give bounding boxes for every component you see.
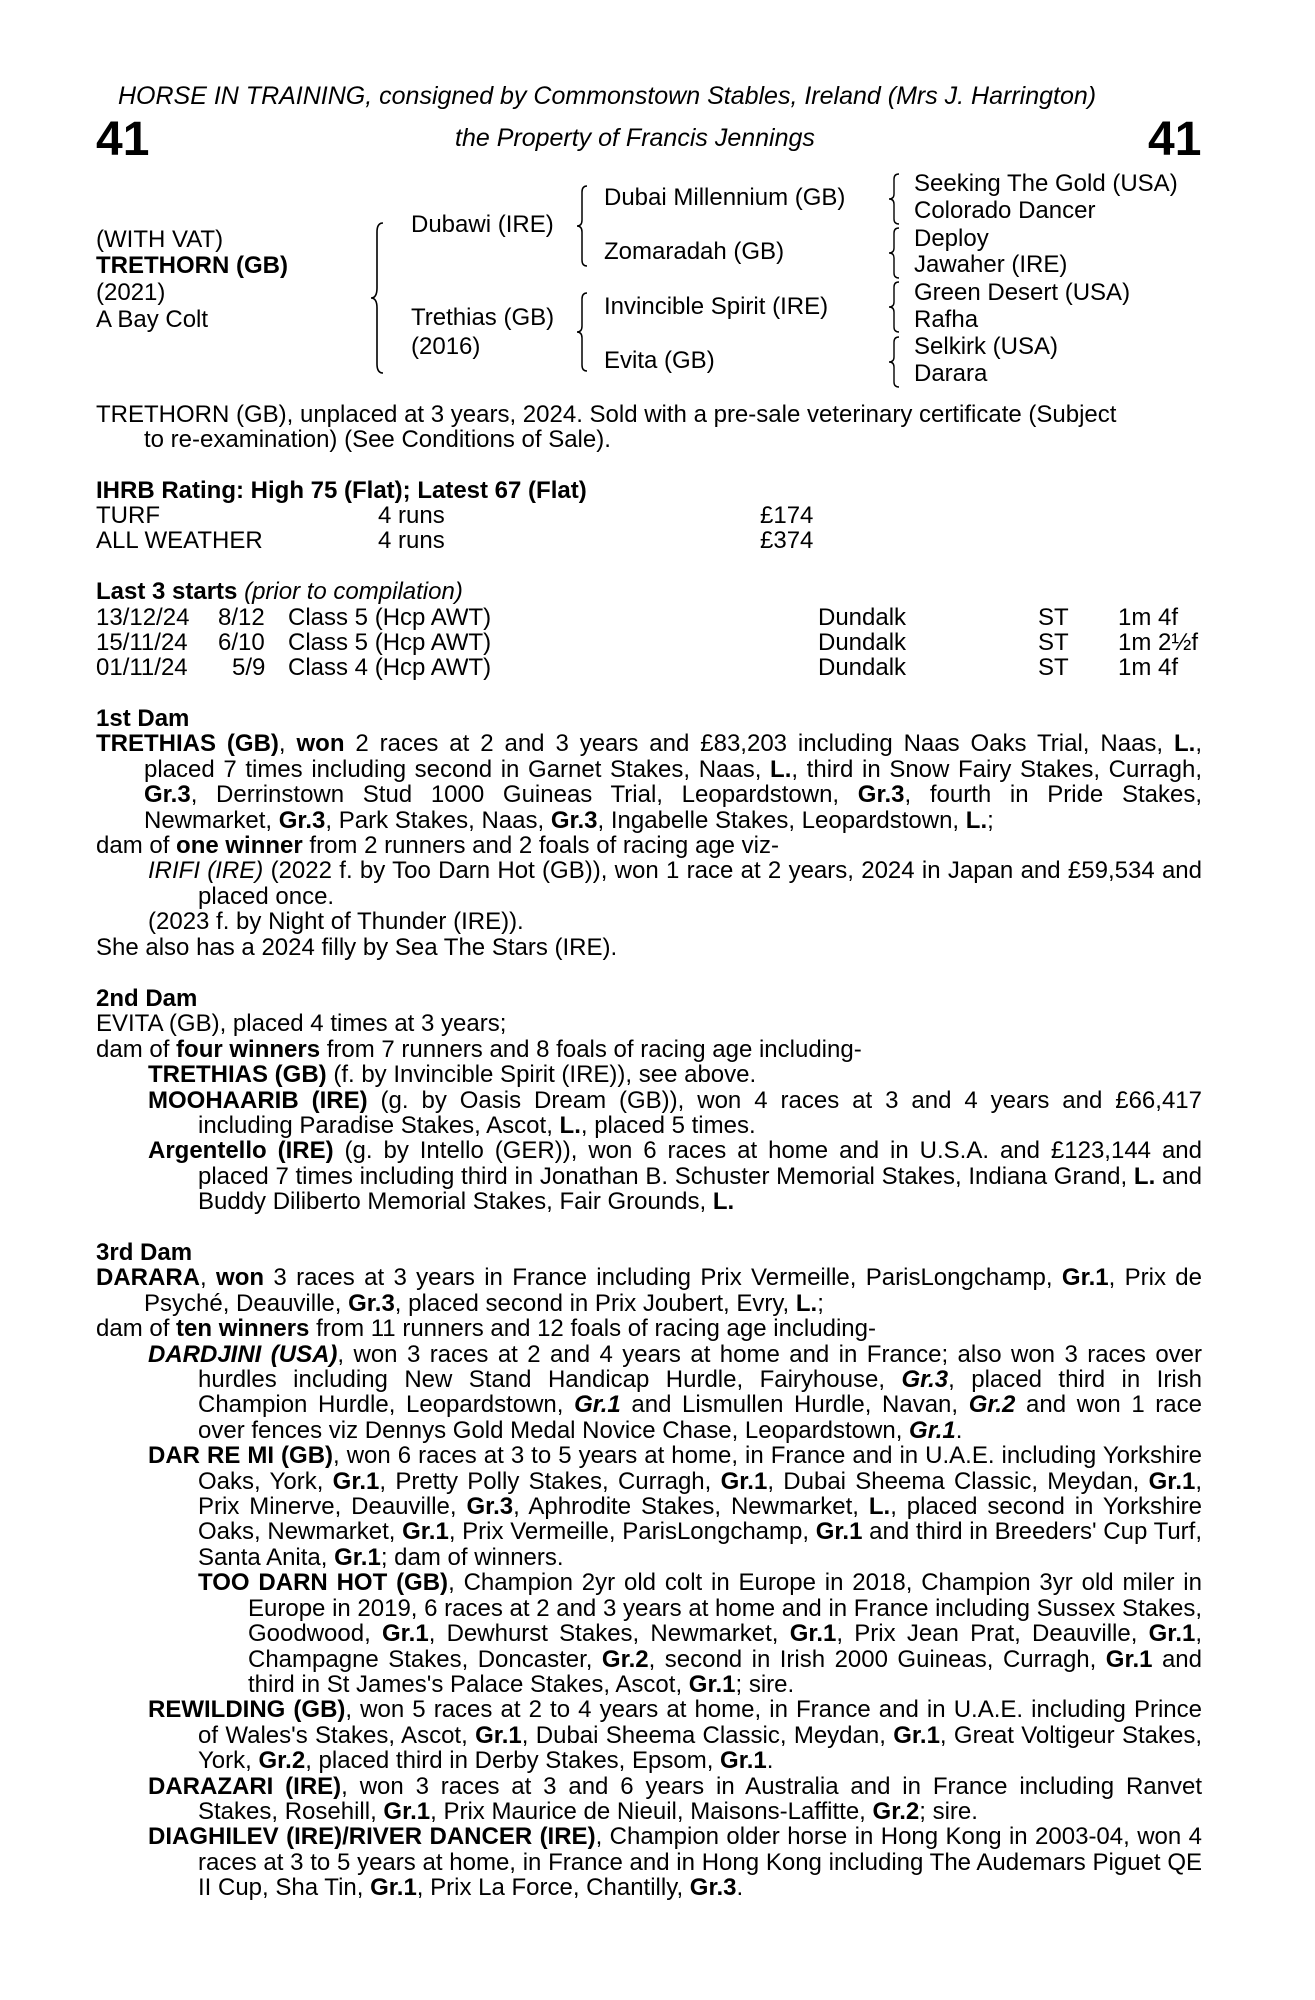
text-run: , Dubai Sheema Classic, Meydan, bbox=[767, 1467, 1149, 1495]
text-run: from 2 runners and 2 foals of racing age viz- bbox=[302, 832, 779, 860]
text-run: Gr.1 bbox=[402, 1518, 449, 1546]
text-run: dam of bbox=[96, 1035, 177, 1063]
text-run: won bbox=[216, 1264, 265, 1292]
g3-name: Seeking The Gold (USA) bbox=[914, 170, 1178, 197]
text-run: , fourth in Pride Stakes, Newmarket, bbox=[144, 781, 1202, 834]
second-dam-progeny bbox=[148, 1088, 1202, 1139]
start-going: ST bbox=[1038, 604, 1069, 631]
text-run: . bbox=[766, 1747, 774, 1775]
text-run: and third in Breeders' Cup Turf, Santa Anita, bbox=[198, 1518, 1203, 1571]
text-run: DARAZARI (IRE) bbox=[148, 1772, 342, 1800]
text-run: Gr.3 bbox=[689, 1874, 737, 1902]
text-run: (2022 f. by Too Darn Hot (GB)), won 1 race at 2 years, 2024 in Japan and £59,534 and placed once. bbox=[198, 857, 1203, 910]
text-run: , placed third in Irish Champion Hurdle, Leopardstown, bbox=[198, 1366, 1203, 1419]
text-run: DARARA bbox=[96, 1264, 200, 1292]
text-run: , second in Irish 2000 Guineas, Curragh, bbox=[648, 1645, 1106, 1673]
first-dam-progeny-intro bbox=[96, 833, 1202, 858]
text-run: Gr.3 bbox=[348, 1289, 395, 1317]
text-run: TRETHIAS (GB) bbox=[96, 730, 279, 758]
text-run: ten winners bbox=[176, 1315, 310, 1343]
g3-name: Green Desert (USA) bbox=[914, 279, 1131, 306]
g3-name: Deploy bbox=[914, 225, 989, 252]
rating-earnings: £374 bbox=[760, 527, 814, 554]
lot-number-left: 41 bbox=[96, 113, 150, 166]
text-run: TOO DARN HOT (GB) bbox=[198, 1569, 449, 1597]
text-run: (g. by Oasis Dream (GB)), won 4 races at 3 and 4 years and £66,417 including Paradise Stakes, Ascot, bbox=[198, 1086, 1202, 1140]
text-run: , Prix Jean Prat, Deauville, bbox=[836, 1620, 1149, 1648]
text-run: TRETHIAS (GB) bbox=[148, 1061, 327, 1089]
text-run: L. bbox=[712, 1188, 735, 1216]
sire-name: Dubawi (IRE) bbox=[411, 211, 554, 238]
last-starts-title: Last 3 starts bbox=[96, 578, 238, 605]
start-placing: 6/10 bbox=[218, 629, 265, 656]
second-dam-progeny bbox=[148, 1062, 1202, 1087]
g3-name: Selkirk (USA) bbox=[914, 333, 1059, 360]
text-run: L. bbox=[795, 1289, 818, 1317]
second-dam-title: 2nd Dam bbox=[96, 985, 198, 1012]
start-distance: 1m 4f bbox=[1118, 654, 1179, 681]
text-run: , Champagne Stakes, Doncaster, bbox=[248, 1620, 1203, 1673]
text-run: , third in Snow Fairy Stakes, Curragh, bbox=[791, 755, 1202, 783]
text-run: , Dubai Sheema Classic, Meydan, bbox=[521, 1721, 894, 1749]
text-run: Gr.1 bbox=[574, 1391, 621, 1419]
start-going: ST bbox=[1038, 629, 1069, 656]
g3-brace-3 bbox=[888, 281, 900, 333]
third-dam-progeny bbox=[148, 1697, 1202, 1773]
text-run: , placed second in Yorkshire Oaks, Newmarket, bbox=[198, 1493, 1202, 1546]
first-dam-note bbox=[96, 935, 1202, 960]
text-run: , won 3 races at 2 and 4 years at home and in France; also won 3 races over hurdles including New Stand Handicap Hurdle, Fairyhouse, bbox=[198, 1340, 1203, 1394]
text-run: Gr.1 bbox=[909, 1416, 956, 1444]
text-run: , Ingabelle Stakes, Leopardstown, bbox=[597, 806, 966, 834]
rating-surface: ALL WEATHER bbox=[96, 527, 263, 554]
text-run: Gr.2 bbox=[258, 1747, 306, 1775]
first-dam-section bbox=[96, 706, 1202, 960]
start-course: Dundalk bbox=[818, 654, 907, 681]
second-dam-progeny bbox=[148, 1138, 1202, 1214]
text-run: 2 races at 2 and 3 years and £83,203 including Naas Oaks Trial, Naas, bbox=[344, 730, 1174, 758]
second-dam-progeny-intro bbox=[96, 1037, 1202, 1062]
g3-brace-2 bbox=[888, 227, 900, 279]
text-run: four winners bbox=[176, 1035, 321, 1063]
first-dam-title: 1st Dam bbox=[96, 705, 190, 732]
text-run: Gr.1 bbox=[332, 1467, 380, 1495]
horse-description: A Bay Colt bbox=[96, 306, 209, 333]
text-run: ; bbox=[987, 806, 994, 834]
property-line: the Property of Francis Jennings bbox=[455, 124, 815, 152]
text-run: won bbox=[296, 730, 345, 758]
text-run: , Great Voltigeur Stakes, York, bbox=[198, 1721, 1203, 1775]
text-run: Gr.2 bbox=[968, 1391, 1016, 1419]
rating-runs: 4 runs bbox=[378, 502, 445, 529]
text-run: EVITA (GB), placed 4 times at 3 years; bbox=[96, 1010, 507, 1038]
first-dam-progeny bbox=[148, 909, 1202, 934]
text-run: and third in St James's Palace Stakes, Ascot, bbox=[248, 1645, 1202, 1698]
text-run: dam of bbox=[96, 832, 177, 860]
start-date: 01/11/24 bbox=[96, 654, 188, 681]
rating-title: IHRB Rating: High 75 (Flat); Latest 67 (Flat) bbox=[96, 477, 587, 504]
text-run: , placed third in Derby Stakes, Epsom, bbox=[305, 1747, 721, 1775]
text-run: Gr.1 bbox=[720, 1467, 768, 1495]
text-run: and Lismullen Hurdle, Navan, bbox=[620, 1391, 969, 1419]
text-run: DIAGHILEV (IRE)/RIVER DANCER (IRE) bbox=[148, 1823, 596, 1851]
text-run: Argentello (IRE) bbox=[148, 1137, 334, 1165]
text-run: L. bbox=[965, 806, 988, 834]
start-date: 15/11/24 bbox=[96, 629, 188, 656]
third-dam-progeny-intro bbox=[96, 1316, 1202, 1341]
text-run: Gr.1 bbox=[1148, 1620, 1196, 1648]
text-run: Gr.1 bbox=[789, 1620, 837, 1648]
text-run: DARDJINI (USA) bbox=[148, 1340, 338, 1368]
text-run: , Aphrodite Stakes, Newmarket, bbox=[513, 1493, 869, 1521]
text-run: , Prix La Force, Chantilly, bbox=[416, 1874, 690, 1902]
text-run: ; dam of winners. bbox=[380, 1543, 564, 1571]
dam-year: (2016) bbox=[411, 333, 481, 360]
text-run: . bbox=[955, 1416, 963, 1444]
g3-name: Colorado Dancer bbox=[914, 197, 1096, 224]
third-dam-grand-progeny bbox=[198, 1570, 1202, 1697]
third-dam-section bbox=[96, 1240, 1202, 1901]
text-run: DAR RE MI (GB) bbox=[148, 1442, 334, 1470]
rating-surface: TURF bbox=[96, 502, 160, 529]
start-placing: 8/12 bbox=[218, 604, 265, 631]
start-course: Dundalk bbox=[818, 629, 907, 656]
text-run: Gr.1 bbox=[1148, 1467, 1196, 1495]
text-run: ; sire. bbox=[919, 1797, 978, 1825]
text-run: Gr.2 bbox=[601, 1645, 649, 1673]
start-distance: 1m 2½f bbox=[1118, 629, 1199, 656]
text-run: , bbox=[278, 730, 297, 758]
first-dam-para bbox=[96, 731, 1202, 833]
g3-name: Darara bbox=[914, 360, 988, 387]
horse-name: TRETHORN (GB) bbox=[96, 252, 288, 279]
text-run: REWILDING (GB) bbox=[148, 1696, 346, 1724]
text-run: L. bbox=[559, 1112, 581, 1140]
text-run: Gr.3 bbox=[466, 1493, 514, 1521]
text-run: , Prix de Psyché, Deauville, bbox=[144, 1264, 1203, 1317]
second-dam-section bbox=[96, 986, 1202, 1215]
text-run: (f. by Invincible Spirit (IRE)), see above. bbox=[326, 1061, 757, 1089]
text-run: and won 1 race over fences viz Dennys Gold Medal Novice Chase, Leopardstown, bbox=[198, 1391, 1202, 1444]
start-class: Class 4 (Hcp AWT) bbox=[288, 654, 492, 681]
text-run: , Derrinstown Stud 1000 Guineas Trial, Leopardstown, bbox=[190, 781, 858, 809]
text-run: Gr.3 bbox=[857, 781, 905, 809]
start-date: 13/12/24 bbox=[96, 604, 190, 631]
rating-earnings: £174 bbox=[760, 502, 814, 529]
text-run: Gr.1 bbox=[381, 1620, 429, 1648]
text-run: , won 6 races at 3 to 5 years at home, in France and in U.A.E. including Yorkshire Oaks, York, bbox=[198, 1442, 1202, 1495]
text-run: L. bbox=[1174, 730, 1196, 758]
text-run: L. bbox=[770, 755, 792, 783]
consignment-line: HORSE IN TRAINING, consigned by Commonstown Stables, Ireland (Mrs J. Harrington) bbox=[118, 82, 1097, 110]
text-run: Gr.1 bbox=[688, 1670, 736, 1698]
text-run: She also has a 2024 filly by Sea The Stars (IRE). bbox=[96, 933, 618, 961]
third-dam-para bbox=[96, 1265, 1202, 1316]
last-starts-heading bbox=[96, 580, 463, 604]
text-run: Gr.1 bbox=[370, 1874, 417, 1902]
start-course: Dundalk bbox=[818, 604, 907, 631]
text-run: from 7 runners and 8 foals of racing age including- bbox=[320, 1035, 862, 1063]
summary-line-2: to re-examination) (See Conditions of Sale). bbox=[144, 426, 611, 453]
vat-label: (WITH VAT) bbox=[96, 226, 224, 253]
text-run: MOOHAARIB (IRE) bbox=[148, 1086, 368, 1114]
text-run: , Prix Vermeille, ParisLongchamp, bbox=[448, 1518, 816, 1546]
text-run: and Buddy Diliberto Memorial Stakes, Fair Grounds, bbox=[198, 1162, 1203, 1216]
text-run: , Dewhurst Stakes, Newmarket, bbox=[428, 1620, 790, 1648]
text-run: 3 races at 3 years in France including Prix Vermeille, ParisLongchamp, bbox=[264, 1264, 1062, 1292]
start-class: Class 5 (Hcp AWT) bbox=[288, 604, 492, 631]
text-run: Gr.1 bbox=[1061, 1264, 1109, 1292]
text-run: , Champion 2yr old colt in Europe in 2018, Champion 3yr old miler in Europe in 2019, 6 races at 2 and 3 years at home and in France including Sussex Stakes, Goodwood, bbox=[248, 1569, 1202, 1648]
last-starts-subtitle: (prior to compilation) bbox=[244, 578, 463, 605]
dam-name: Trethias (GB) bbox=[411, 304, 555, 331]
text-run: Gr.1 bbox=[1105, 1645, 1153, 1673]
third-dam-progeny bbox=[148, 1774, 1202, 1825]
second-dam-para bbox=[96, 1011, 1202, 1036]
summary-line-1: TRETHORN (GB), unplaced at 3 years, 2024. Sold with a pre-sale veterinary certificate (Subject bbox=[96, 401, 1117, 428]
text-run: (2023 f. by Night of Thunder (IRE)). bbox=[148, 908, 524, 936]
text-run: Gr.1 bbox=[720, 1747, 767, 1775]
text-run: , bbox=[200, 1264, 217, 1292]
text-run: , won 5 races at 2 to 4 years at home, in France and in U.A.E. including Prince of Wales's Stakes, Ascot, bbox=[198, 1696, 1202, 1749]
text-run: (g. by Intello (GER)), won 6 races at home and in U.S.A. and £123,144 and placed 7 times including third in Jonathan B. Schuster Memorial Stakes, Indiana Grand, bbox=[198, 1137, 1202, 1190]
text-run: , Prix Minerve, Deauville, bbox=[198, 1467, 1203, 1521]
text-run: Gr.1 bbox=[475, 1721, 522, 1749]
g3-name: Jawaher (IRE) bbox=[914, 251, 1068, 278]
text-run: , Park Stakes, Naas, bbox=[325, 806, 551, 834]
text-run: , Pretty Polly Stakes, Curragh, bbox=[379, 1467, 721, 1495]
text-run: , placed second in Prix Joubert, Evry, bbox=[394, 1289, 796, 1317]
text-run: , won 3 races at 3 and 6 years in Australia and in France including Ranvet Stakes, Rosehill, bbox=[198, 1772, 1202, 1825]
text-run: L. bbox=[1133, 1162, 1156, 1190]
text-run: , Prix Maurice de Nieuil, Maisons-Laffitte, bbox=[430, 1797, 873, 1825]
dam-brace bbox=[576, 292, 588, 372]
text-run: Gr.1 bbox=[334, 1543, 381, 1571]
text-run: dam of bbox=[96, 1315, 177, 1343]
text-run: , placed 7 times including second in Garnet Stakes, Naas, bbox=[144, 730, 1202, 783]
third-dam-title: 3rd Dam bbox=[96, 1239, 193, 1266]
g3-brace-1 bbox=[888, 173, 900, 225]
rating-runs: 4 runs bbox=[378, 527, 445, 554]
dam-sire: Invincible Spirit (IRE) bbox=[604, 293, 829, 320]
text-run: Gr.1 bbox=[383, 1797, 431, 1825]
sire-dam: Zomaradah (GB) bbox=[604, 238, 785, 265]
text-run: . bbox=[736, 1874, 744, 1902]
third-dam-progeny bbox=[148, 1342, 1202, 1444]
text-run: ; bbox=[817, 1289, 824, 1317]
text-run: ; sire. bbox=[735, 1670, 795, 1698]
third-dam-progeny bbox=[148, 1443, 1202, 1570]
text-run: Gr.3 bbox=[144, 781, 191, 809]
lot-number-right: 41 bbox=[1148, 113, 1202, 166]
text-run: Gr.1 bbox=[815, 1518, 863, 1546]
text-run: from 11 runners and 12 foals of racing age including- bbox=[309, 1315, 876, 1343]
sire-sire: Dubai Millennium (GB) bbox=[604, 184, 846, 211]
text-run: IRIFI (IRE) bbox=[148, 857, 264, 885]
third-dam-progeny bbox=[148, 1824, 1202, 1900]
text-run: Gr.3 bbox=[901, 1366, 949, 1394]
start-placing: 5/9 bbox=[232, 654, 266, 681]
g3-name: Rafha bbox=[914, 306, 979, 333]
text-run: Gr.3 bbox=[550, 806, 598, 834]
text-run: L. bbox=[868, 1493, 891, 1521]
horse-year: (2021) bbox=[96, 279, 166, 306]
text-run: one winner bbox=[176, 832, 303, 860]
sire-brace bbox=[576, 185, 588, 267]
text-run: Gr.2 bbox=[872, 1797, 920, 1825]
first-dam-progeny bbox=[148, 858, 1202, 909]
start-class: Class 5 (Hcp AWT) bbox=[288, 629, 492, 656]
text-run: Gr.3 bbox=[278, 806, 326, 834]
g3-brace-4 bbox=[888, 336, 900, 388]
dam-dam: Evita (GB) bbox=[604, 347, 715, 374]
text-run: , placed 5 times. bbox=[580, 1112, 756, 1140]
pedigree-brace-main bbox=[370, 222, 384, 374]
text-run: , Champion older horse in Hong Kong in 2003-04, won 4 races at 3 to 5 years at home, in France and in Hong Kong including The Audemars Piguet QE II Cup, Sha Tin, bbox=[198, 1823, 1202, 1902]
start-going: ST bbox=[1038, 654, 1069, 681]
start-distance: 1m 4f bbox=[1118, 604, 1179, 631]
text-run: Gr.1 bbox=[893, 1721, 940, 1749]
